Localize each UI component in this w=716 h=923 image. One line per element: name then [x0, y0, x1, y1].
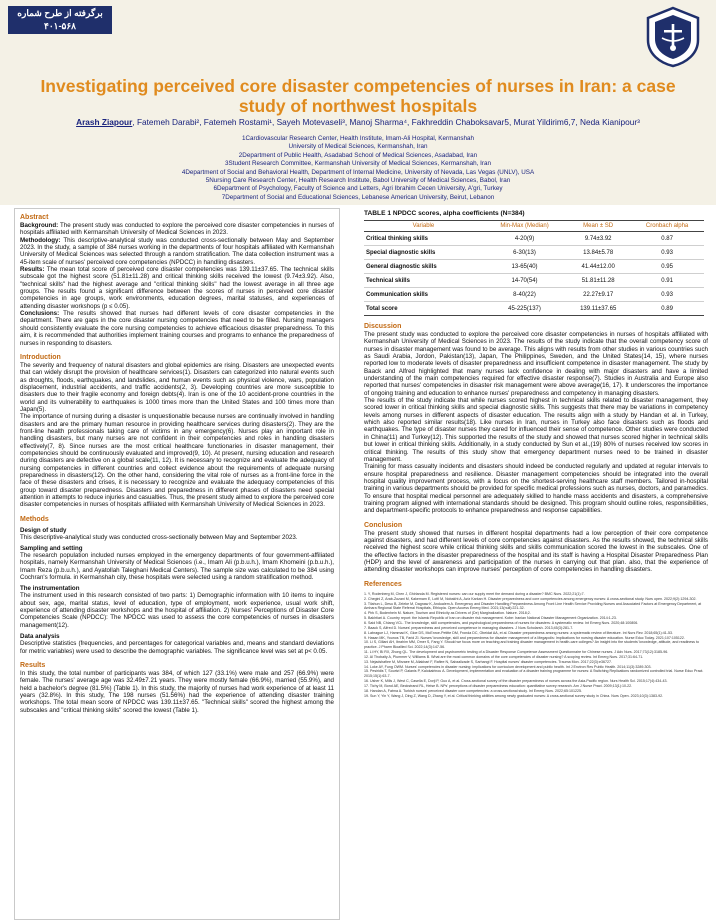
table-cell: 0.95 — [630, 260, 704, 274]
table-cell: Critical thinking skills — [364, 232, 483, 246]
table-cell: 6-30(13) — [483, 246, 566, 260]
table-header-cell: Variable — [364, 221, 483, 232]
reference-item: 1. Y, Rodenberg M, Chen J, Ghirlanda M. Registered nurses: can our supply meet the demand during a disaster? BMC Nurs. 2022;21(1):7. — [364, 591, 585, 596]
reference-item: 8. Labrague LJ, Hammad K, Gloe DS, McEnroe-Petitte DM, Fronda DC, Obeidat AA, et al. Disaster preparedness among nurses: a systematic review of literature. Int Nurs Rev. 2018;65(1):41-53. — [364, 630, 673, 635]
table-cell: 8-40(22) — [483, 288, 566, 302]
reference-item: 14. Loke AY, Fung OWM. Nurses' competencies in disaster nursing: implications for curriculum development and public health. Int J Environ Res Public Health. 2014;11(3):3289-303. — [364, 664, 652, 669]
table-header-cell: Cronbach alpha — [630, 221, 704, 232]
instrument-text: The instrument used in this research consisted of two parts: 1) Demographic information with 10 items to inquire about sex, age, marital status, level of education, type of employment, work experience, usual work shift, experience of attending disaster workshops and the hospital of affiliation. 2) Nurses' Perceptions of Disaster Core Competencies Scale (NPDCC): The NPDCC was used to assess the core competencies of nurses in disasters management(12). — [20, 592, 334, 629]
design-heading: Design of study — [20, 526, 67, 534]
reference-list — [364, 592, 708, 698]
registration-box — [8, 6, 112, 34]
affiliation-line: 7Department of Social and Educational Sciences, Lebanese American University, Beirut, Lebanon — [221, 193, 495, 201]
table-cell: Communication skills — [364, 288, 483, 302]
instrument-heading: The instrumentation — [20, 585, 80, 593]
table-header-row — [364, 221, 704, 232]
conclusion-paragraph: The present study showed that nurses in different hospital departments had a low perception of their core competence against disasters, and had different levels of core competencies against disasters. As the results showed, the technical skills received the highest score while critical thinking skills and skills communication scored the lowest in the subscales. One of the effective factors in the disaster preparedness of the hospital and its staff is having a Hospital Disaster Preparedness Plan (HDP) and the level of awareness and participation of the nurses in carrying out that plan. also, that the experience of attending disaster workshops can improve nurses' perception of core competencies in handling disasters. — [364, 529, 708, 574]
reference-item: 13. Nejadshafiee M, Mirzaee M, Aliakbari F, Rafiee N, Sabzalizade S, Sarhangi F. Hospital nurses' disaster competencies. Trauma Mon. 2017;22(3):e36727. — [364, 659, 612, 664]
reference-item: 6. Said NB, Chiang VCL. The knowledge, skill competencies, and psychological preparedness of nurses for disasters: A systematic review. Int Emerg Nurs. 2020;48:100806. — [364, 620, 639, 625]
introduction-heading: Introduction — [20, 353, 61, 361]
abstract-background — [20, 222, 334, 237]
introduction-paragraph-2: The importance of nursing during a disaster is unquestionable because nurses are continually involved in handling disasters and are the primary human resource in providing healthcare services during disasters(2). They are the front-line health professionals taking care of victims in any emergency(6). Nurses play an important role in handling disasters, but many nurses are not confident in their competencies and roles in handling disasters effectively(7, 8). Since nurses are the most critical healthcare functionaries in disaster management, their competencies should be continuously evaluated and improved(9, 10). At present, nursing education and research during disasters are defective on a global scale(11, 12). It is necessary to recognize and evaluate the adequacy of nursing competencies in different countries and collect evidence about the requirements of adequate nursing preparedness in disasters(12). On the other hand, considering the vital role of nurses as a front-line force in the face of these disasters and crises, it is necessary to recognize and evaluate the adequacy competencies of this group toward disaster preparedness. Disasters and preparedness in different phases of disasters need special attention in attempts to reduce injuries and casualties. Thus, the present study aimed to explore the perceived core disaster competencies in nurses of hospitals affiliated with Kermanshah University of Medical Sciences in 2023. — [20, 413, 334, 509]
reference-item: 7. Baack S, Alfred D. Nurses' preparedness and perceived competence in managing disasters. J Nurs Scholarsh. 2013;45(3):281-7. — [364, 625, 574, 630]
table-row — [364, 302, 704, 316]
abstract-results — [20, 266, 334, 310]
abstract-heading: Abstract — [20, 214, 49, 221]
table-header-cell: Mean ± SD — [566, 221, 630, 232]
co-authors: , Fatemeh Darabi², Fatemeh Rostami¹, Sayeh Motevaseli³, Manoj Sharma⁴, Fakhreddin Chaboksavar5, Murat Yildirim6,7, Neda Kianipour³ — [132, 117, 640, 127]
poster-title: Investigating perceived core disaster competencies of nurses in Iran: a case study of northwest hospitals — [40, 76, 676, 116]
table-header-cell: Min-Max (Median) — [483, 221, 566, 232]
reference-item: 3. Tilahun L, Desu B, Zeleke M, Dagnaw K, Andualem A. Emergency and Disaster Handling Preparedness Among Front Line Health Service Providing Nurses and Associated Factors at Emergency Department, at Amhara Regional State Referral Hospitals, Ethiopia. Open Access Emerg Med. 2021;13(null):221-32. — [364, 601, 702, 610]
reference-item: 2. Chegini Z, Arab-Zozani M, Kakemam E, Lotfi M, Nobakht A, Aziz Karkan H. Disaster preparedness and core competencies among emergency nurses: A cross-sectional study. Nurs open. 2022;9(2):1294-302. — [364, 596, 697, 601]
table-row — [364, 288, 704, 302]
abstract-conclusions — [20, 310, 334, 347]
table-cell: 51.81±11.28 — [566, 274, 630, 288]
reference-item: 16. Usher K, Mills J, West C, Casella E, Dorji P, Guo A, et al. Cross-sectional survey of the disaster preparedness of nurses across the Asia-Pacific region. Nurs Health Sci. 2015;17(4):434-43. — [364, 678, 668, 683]
table-cell: Technical skills — [364, 274, 483, 288]
author-list — [16, 117, 700, 127]
analysis-heading: Data analysis — [20, 633, 60, 641]
table-cell: 22.27±9.17 — [566, 288, 630, 302]
table-cell: 0.93 — [630, 246, 704, 260]
table-cell: 0.87 — [630, 232, 704, 246]
conclusions-label: Conclusions: — [20, 310, 60, 318]
table-cell: General diagnostic skills — [364, 260, 483, 274]
table-cell: 13-65(40) — [483, 260, 566, 274]
affiliation-line: 6Department of Psychology, Faculty of Science and Letters, Agri Ibrahim Cecen University, A'gri, Turkey — [213, 185, 503, 193]
abstract-methodology — [20, 237, 334, 266]
background-label: Background: — [20, 222, 59, 229]
table-cell: Total score — [364, 302, 483, 316]
sampling-text: The research population included nurses employed in the emergency departments of four government-affiliated hospitals, namely Kermanshah University of Medical Sciences (i.e., Imam Ali (p.b.u.h.), Imam Khomeini (p.b.u.h.), Imam Reza (p.b.u.h.), and Ayatollah Taleghani Medical Centers). The sample size was calculated to be 384 using Cochran's formula. in Kermanshah city, these hospitals were selected using a random stratification method. — [20, 552, 334, 582]
reference-item: 19. Sun Y, Yin Y, Wang J, Ding Z, Wang D, Zhang Y, et al. Critical thinking abilities among newly graduated nurses: A cross-sectional survey study in China. Nurs Open. 2023;10(3):1383-92. — [364, 693, 664, 698]
left-column — [14, 208, 340, 920]
reference-item: 15. Pesiridis T, Sourtzi P, Galanis P, Kalokairinou A. Development, implementation and evaluation of a disaster training programme for nurses: A Switching Replications randomized controlled trial. Nurse Educ Pract. 2015;15(1):63-7. — [364, 669, 704, 678]
table-cell: 0.91 — [630, 274, 704, 288]
methodology-label: Methodology: — [20, 236, 61, 244]
reference-item: 11. Li HY, Bi RX, Zhong QL. The development and psychometric testing of a Disaster Response Competence Assessment Questionnaire for Chinese nurses. J Adv Nurs. 2017;73(12):3185-96. — [364, 649, 669, 654]
affiliation-line: University of Medical Sciences, Kermanshah, Iran — [288, 143, 428, 151]
methods-heading: Methods — [20, 515, 49, 523]
registration-line-1: برگرفته از طرح شماره — [17, 8, 103, 18]
table-cell: 13.84±5.78 — [566, 246, 630, 260]
affiliation-line: 1Cardiovascular Research Center, Health Institute, Imam-Ali Hospital, Kermanshah — [241, 135, 475, 142]
methodology-text: This descriptive-analytical study was conducted cross-sectionally between May and September 2023. In the study, a sample of 384 nurses working in the departments of four hospitals affiliated with Kermanshah University of Medical Sciences was selected through a random stratification. The data collection instrument was a 45-item scale of nurses' perceived core competencies (NPDCC) in handling disasters. — [20, 236, 335, 266]
discussion-paragraph-2: The results of the study indicate that while nurses scored highest in technical skills related to disaster management, they scored lower in critical thinking skills and special diagnostic skills. This suggests that there may be variations in competency levels among nurses in different aspects of disaster education. The results align with a study by Handan et al. in Turkey, which also reported similar results(18). Like nurses in Iran, nurses in Turkey also face disasters such as floods and earthquakes. The type of disaster nurses they cared for influenced their sense of competence. Other studies were conducted in China(11) and Turkey(12). This supported the results of the study and showed that nurses scored higher in technical skills but lower in critical thinking skills. Additionally, in a study conducted by Sun et al.,(19) 80% of nurses received low scores in critical thinking. The results of this study show that emergency department nurses need to be trained in disaster management. — [364, 397, 708, 463]
table-cell: 0.93 — [630, 288, 704, 302]
results-text: The mean total score of perceived core disaster competencies was 139.11±37.65. The technical skills subscale got the highest score (51.81±11.28) and critical thinking skills received the lowest (9.74±3.92). Also, "technical skills" had the highest average and "critical thinking skills" had the lowest average in all three age groups. The results found a significant difference between the scores of nurses in perceived core disaster competencies in age groups, work environments, education degrees, marital statuses, and experiences of attending disaster workshops (p ≤ 0.05). — [20, 266, 335, 310]
registration-line-2: ۴۰۱-۵۶۸ — [43, 21, 76, 31]
poster-header — [0, 0, 716, 205]
affiliation-line: 4Department of Social and Behavioral Health, Department of Internal Medicine, University of Nevada, Las Vegas (UNLV), USA — [181, 168, 535, 176]
table-row — [364, 232, 704, 246]
affiliation-line: 2Department of Public Health, Asadabad School of Medical Sciences, Asadabad, Iran — [238, 151, 478, 159]
table-cell: Special diagnostic skills — [364, 246, 483, 260]
reference-item: 5. Bakhtiari A. Country report: the Islamic Republic of Iran on disaster risk management. Kobe: Iranian National Disaster Management Organization. 2014:1-23. — [364, 615, 617, 620]
table-cell: 0.89 — [630, 302, 704, 316]
reference-item: 10. Li S, Gillani AH, Ibrahim MM, Omer S, Fang Y. Should we focus more on teaching and training disaster management in health-care colleges? An insight into the students' knowledge, attitude, and readiness to practice. J Pharm Bioallied Sci. 2022;14(3):147-56. — [364, 640, 699, 649]
university-logo — [644, 6, 702, 68]
first-author: Arash Ziapour — [76, 117, 133, 127]
reference-item: 9. Hasan MK, Younos TB, Farid ZI. Nurses' knowledge, skill and preparedness for disaster management of a Megapolis: Implications for nursing disaster education. Nurse Educ Today. 2021;107:105122. — [364, 635, 685, 640]
discussion-paragraph-1: The present study was conducted to explore the perceived core disaster competencies in nurses of hospitals affiliated with Kermanshah University of Medical Sciences in 2023. The results of the study indicate that the overall competency score of nurses in disaster management was found to be average. This aligns with results from other studies in various countries such as Saudi Arabia, Jordon, Pakistan(13), Japan, The Philippines, Sweden, and the United States(14, 15), where nurses reported low to moderate levels of disaster preparedness and insufficient competence in disaster management. The study by Baack and Alfred highlighted that many nurses lack confidence in dealing with major disasters and have a limited understanding of the main competencies required for effective disaster response(7). Studies in Australia and Europe also reported that nurses' competencies in disaster risk management were above average(16, 17). It underscores the importance of ongoing training and education to enhance nurses' preparedness and competency in managing disasters. — [364, 331, 708, 397]
results-paragraph: In this study, the total number of participants was 384, of which 127 (33.1%) were male and 257 (66.9%) were female. The nurses' average age was 32.49±7.21 years. They were mostly female (66.9%), married (55.9%), and held a bachelor's degree (81.5%) (Table 1). In this study, the majority of nurses had work experience of at least 11 years (32.8%). In this study, The 198 nurses (51.56%) had the experience of attending disaster training workshops. The total mean score of NPDCC was 139.11±37.65. "Technical skills" scored the highest among the subscales and "critical thinking skills" scored the lowest (Table 1). — [20, 669, 334, 714]
analysis-text: Descriptive statistics (frequencies, and percentages for categorical variables and, means and standard deviations for metric variables) were used to describe the demographic variables. The significance level was set at p< 0.05. — [20, 640, 334, 655]
affiliation-line: 5Nursing Care Research Center, Health Research Institute, Babol University of Medical Sciences, Babol, Iran — [205, 177, 511, 185]
table-title: TABLE 1 NPDCC scores, alpha coefficients (N=384) — [364, 210, 525, 217]
table-cell: 139.11±37.65 — [566, 302, 630, 316]
reference-item: 4. Pirk S, Bodenhein M. Nature, Tourism and Ethnicity as Drivers of (De) Marginalization. Nature. 2018;2. — [364, 610, 531, 615]
discussion-heading: Discussion — [364, 323, 402, 330]
reference-item: 12. Al Thobaity A, Plummer V, Williams B. What are the most common domains of the core competencies of disaster nursing? A scoping review. Int Emerg Nurs. 2017;31:64-71. — [364, 654, 644, 659]
table-cell: 41.44±12.00 — [566, 260, 630, 274]
table-row — [364, 246, 704, 260]
introduction-paragraph-1: The severity and frequency of natural disasters and global epidemics are rising. Disasters are unexpected events that can widely disrupt the provision of healthcare services(1). Disasters can categorized into natural events such as droughts, floods, earthquakes, and landslides, and human events such as physical violence, wars, population displacement, industrial accidents, and traffic accidents(2, 3). Developing countries are more susceptible to disasters due to their fragile economy and foreign debts(4). Iran is one of the 10 accident-prone countries in the world and its vulnerability to earthquakes is 1000 times more than the United States and 100 times more than Japan(5). — [20, 361, 334, 413]
affiliation-line: 3Student Research Committee, Kermanshah University of Medical Sciences, Kermanshah, Iran — [225, 160, 491, 168]
table-cell: 14-70(54) — [483, 274, 566, 288]
table-cell: 45-225(137) — [483, 302, 566, 316]
results-label: Results: — [20, 266, 45, 274]
design-text: This descriptive-analytical study was conducted cross-sectionally between May and September 2023. — [20, 533, 298, 541]
reference-item: 18. Handan A, Fatma A. Turkish nurses' perceived disaster core competencies: a cross-sectional study. Int Emerg Nurs. 2022;65:101225. — [364, 688, 582, 693]
table-row — [364, 274, 704, 288]
background-text: The present study was conducted to explore the perceived core disaster competencies in nurses of hospitals affiliated with Kermanshah University of Medical Sciences in 2023. — [20, 222, 334, 237]
reference-item: 17. Tichy M, Bond AE, Beckstrand RL, Heise B. NPs' perceptions of disaster preparedness education: quantitative survey research. Am J Nurse Pract. 2009;13(1):10-22. — [364, 683, 633, 688]
table-row — [364, 260, 704, 274]
conclusion-heading: Conclusion — [364, 521, 403, 529]
right-column — [364, 208, 708, 920]
affiliations — [40, 135, 676, 202]
conclusions-text: The results showed that nurses had different levels of core disaster competencies in the department. There are gaps in the core disaster nursing competencies that need to be filled. Nursing managers should consistently evaluate the core nursing competencies to achieve efficacious disaster preparedness. To this aim, it is recommended that authorities implement training courses and programs to enhance the preparedness of nurses in responding to disasters. — [20, 310, 334, 347]
results-table — [364, 220, 704, 316]
results-heading: Results — [20, 661, 46, 669]
sampling-heading: Sampling and setting — [20, 545, 83, 553]
table-cell: 4-20(9) — [483, 232, 566, 246]
references-heading: References — [364, 580, 402, 588]
table-cell: 9.74±3.92 — [566, 232, 630, 246]
discussion-paragraph-3: Training for mass casualty incidents and disasters should indeed be conducted regularly and updated at regular intervals to ensure hospital preparedness and resilience. Disaster management competencies should be integrated into the overall hospital quality improvement process, with a focus on the shortest-serving healthcare staff members. Tailored in-hospital training in various departments should be provided for specific medical professions such as nurses, doctors, and paramedics. To ensure that hospital medical personnel are adequately skilled to handle mass accidents and disasters, a comprehensive training program aligned with international standards should be designed. This program should outline roles, responsibilities, and department-specific protocols to enhance preparedness and response capabilities. — [364, 463, 708, 515]
